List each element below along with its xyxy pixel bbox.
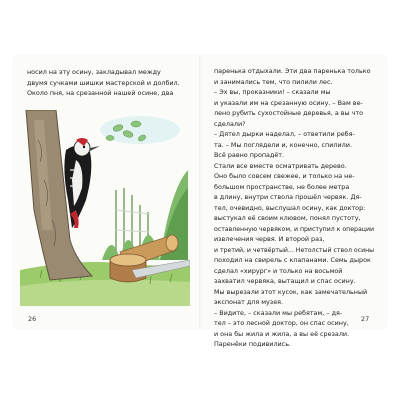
text-line: двумя сучками шишки мастерской и долбил. [27,78,180,87]
text-line: Около пня, на срезанной нашей осине, два [27,89,174,97]
text-line: та. – Мы поглядели и, конечно, спилили. [214,140,352,149]
text-line: оставленную червяком, и приступил к операции [214,224,375,233]
text-line: – Видите, – сказали мы ребятам, – дя- [214,308,343,317]
text-line: лено рубить сухостойные деревья, а вы что [214,109,364,117]
text-line: – Эх вы, проказники! – сказали мы [214,88,331,96]
text-line: сделали? [214,119,246,128]
book-spread [14,56,386,348]
text-line: Паренёки подивились. [214,340,291,348]
text-line: тел – это лесной доктор, он спас осину, [214,319,349,327]
text-line: и она бы жила и жила, а вы её срезали. [214,329,350,338]
text-line: тел, очевидно, выслушал осину, как доктор: [214,203,366,212]
text-line: паренька отдыхали. Эти два паренька только [214,67,371,75]
text-line: походил на свирель с клапанами. Семь дырок [214,256,371,264]
text-line: – Дятел дырки наделал, – ответили ребя- [214,130,355,138]
text-line: захватил червяка, вытащил и спас осину. [214,277,356,285]
page-number-left: 26 [28,315,37,323]
text-line: и указали им на срезанную осину. – Вам ве- [214,98,363,107]
text-line: сделал «хирург» и только на восьмой [214,266,343,275]
text-line: Оно было совсем свежее, и только на не- [214,172,355,180]
text-line: носил на эту осину, закладывал между [27,68,161,76]
text-line: большом пространстве, не более метра [214,182,350,191]
right-page [200,56,386,348]
text-line: экспонат для музея. [214,298,284,306]
text-line: Всё равно пропадёт. [214,151,285,159]
text-line: извлечения червя. И второй раз, [214,235,325,243]
text-line: Стали все вместе осматривать дерево. [214,161,347,170]
right-page-text [214,66,374,350]
text-line: и занимались тем, что пилили лес. [214,77,333,86]
woodpecker-illustration [20,110,190,306]
text-line: и третий, и четвёртый... Нетолстый ствол осины [214,245,375,254]
text-line: в длину, внутри ствола прошёл червяк. Дя- [214,193,362,201]
left-page [14,56,200,328]
text-line: выстукал её своим клювом, понял пустоту, [214,214,361,222]
page-number-right: 27 [361,315,370,323]
left-page-text [27,67,189,99]
text-line: Мы вырезали этот кусок, как замечательный [214,287,368,296]
